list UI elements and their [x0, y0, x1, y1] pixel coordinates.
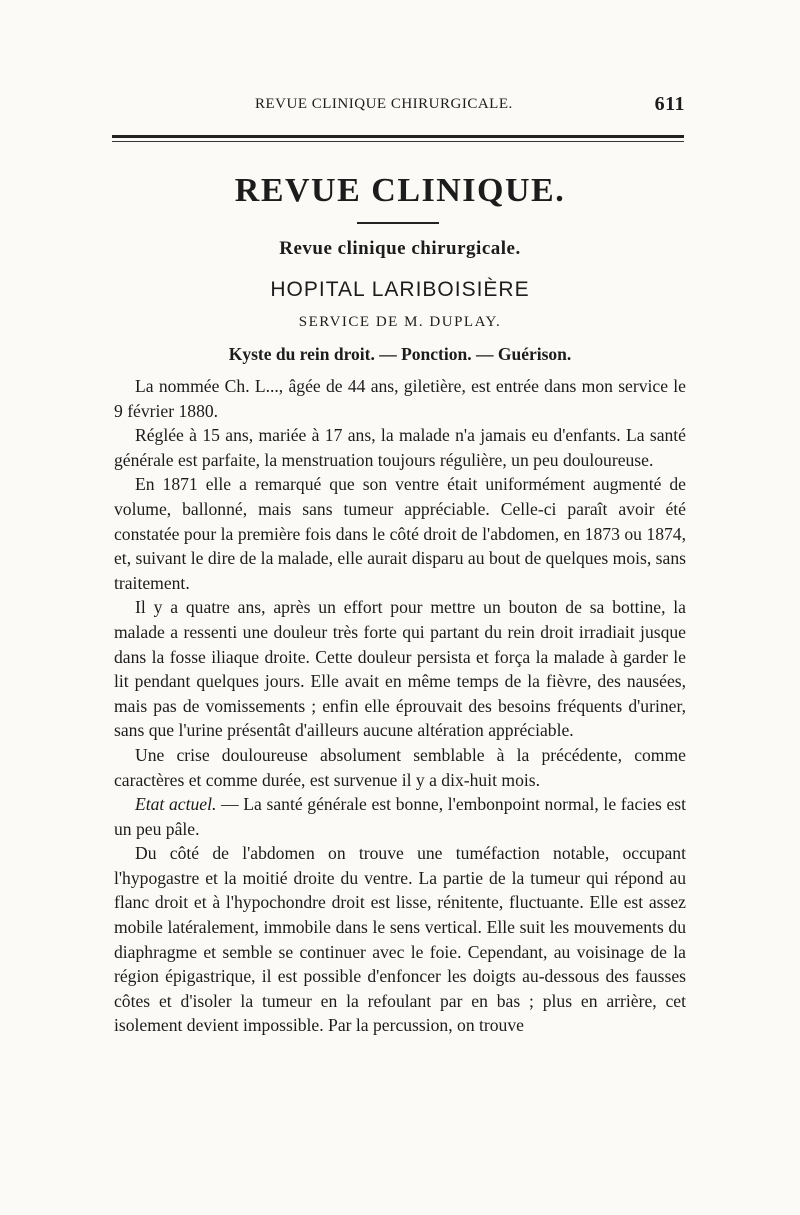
hospital-name: HOPITAL LARIBOISIÈRE: [270, 278, 530, 301]
title-divider: [357, 222, 439, 224]
paragraph: Une crise douloureuse absolument semblable à la précédente, comme caractères et comme durée, est survenue il y a dix-huit mois.: [114, 744, 686, 790]
page-number: 611: [654, 93, 685, 115]
subsection-title: Revue clinique chirurgicale.: [279, 238, 521, 259]
header-rule-thin: [112, 141, 684, 142]
paragraph: Réglée à 15 ans, mariée à 17 ans, la malade n'a jamais eu d'enfants. La santé générale est parfaite, la menstruation toujours régulière, un peu douloureuse.: [114, 425, 686, 470]
section-title: REVUE CLINIQUE.: [234, 172, 566, 209]
running-head-title: REVUE CLINIQUE CHIRURGICALE.: [255, 96, 513, 112]
paragraph: Du côté de l'abdomen on trouve une tuméfaction notable, occupant l'hypogastre et la moitié droite du ventre. La partie de la tumeur qui répond au flanc droit et à l'hypochondre droit est lisse, rénitente, fluctuante. Elle est assez mobile latéralement, immobile dans le sens vertical. Elle suit les mouvements du diaphragme et semble se continuer avec le foie. Cependant, au voisinage de la région épigastrique, il est possible d'enfoncer les doigts au-dessous des fausses côtes et d'isoler la tumeur en la refoulant par en bas ; plus en arrière, cet isolement devient impossible. Par la percussion, on trouve: [114, 843, 686, 1036]
article-body: [114, 374, 686, 1038]
header-rule-thick: [112, 135, 684, 138]
case-title: Kyste du rein droit. — Ponction. — Guérison.: [228, 344, 572, 364]
paragraph: En 1871 elle a remarqué que son ventre était uniformément augmenté de volume, ballonné, mais sans tumeur appréciable. Celle-ci paraît avoir été constatée pour la première fois dans le côté droit de l'abdomen, en 1873 ou 1874, et, suivant le dire de la malade, elle aurait disparu au bout de quelques mois, sans traitement.: [114, 474, 686, 593]
paragraph: Il y a quatre ans, après un effort pour mettre un bouton de sa bottine, la malade a ressenti une douleur très forte qui partant du rein droit irradiait jusque dans la fosse iliaque droite. Cette douleur persista et força la malade à garder le lit pendant quelques jours. Elle avait en même temps de la fièvre, des nausées, mais pas de vomissements ; enfin elle éprouvait des besoins fréquents d'uriner, sans que l'urine présentât d'ailleurs aucune altération appréciable.: [114, 597, 686, 741]
paragraph: La nommée Ch. L..., âgée de 44 ans, giletière, est entrée dans mon service le 9 février 1880.: [114, 376, 686, 421]
service-name: SERVICE DE M. DUPLAY.: [298, 314, 502, 330]
etat-actuel-text: — La santé générale est bonne, l'embonpoint normal, le facies est un peu pâle.: [114, 794, 686, 839]
paragraph-etat-actuel: [114, 792, 686, 841]
etat-actuel-label: Etat actuel.: [135, 794, 217, 815]
